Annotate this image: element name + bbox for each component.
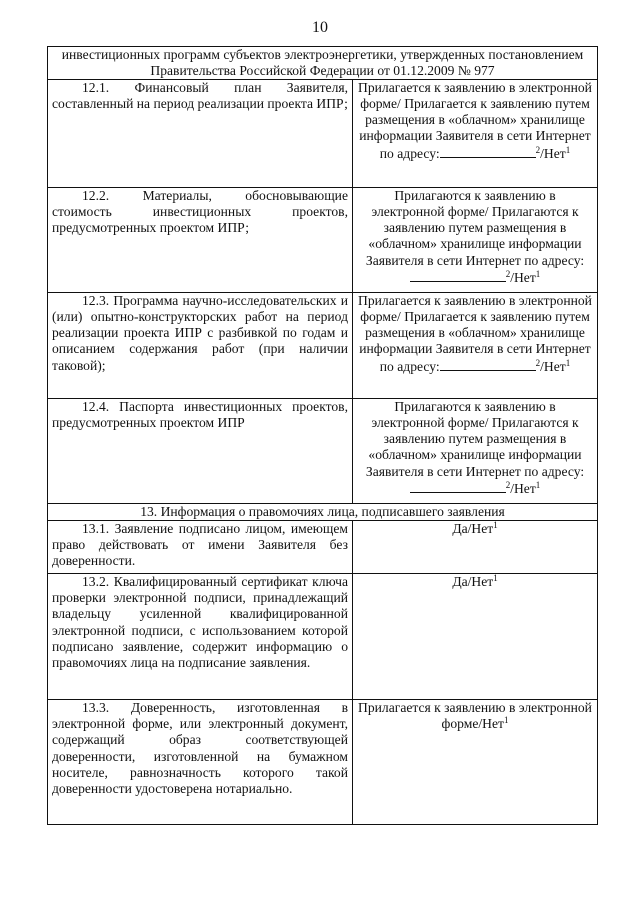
row-value-tail: /Нет	[510, 480, 536, 496]
table-row-12-1	[48, 80, 598, 188]
label-cell	[48, 293, 353, 399]
table-row-12-4	[48, 399, 598, 504]
row-value: Прилагается к заявлению в электронной форме/ Прилагается к заявлению путем размещения в «облачном» хранилище информации Заявителя в сети Интернет по адресу:	[358, 293, 592, 374]
table-row-13-2	[48, 574, 598, 700]
footnote-mark: 1	[535, 479, 541, 490]
label-cell	[48, 80, 353, 188]
row-value-tail: /Нет	[540, 358, 566, 374]
table-row	[48, 47, 598, 80]
address-blank-line	[440, 358, 536, 371]
application-table	[47, 46, 598, 825]
value-cell	[353, 188, 598, 293]
page-number: 10	[312, 19, 328, 36]
row-label: 12.4. Паспорта инвестиционных проектов, предусмотренных проектом ИПР	[52, 399, 348, 431]
section-13-heading: 13. Информация о правомочиях лица, подписавшего заявления	[48, 504, 598, 521]
value-cell	[353, 521, 598, 574]
table-row-13-1	[48, 521, 598, 574]
footnote-mark: 1	[565, 144, 571, 155]
footnote-mark: 2	[535, 144, 541, 155]
label-cell	[48, 574, 353, 700]
row-value-tail: /Нет	[510, 269, 536, 285]
row-label: 12.2. Материалы, обосновывающие стоимость инвестиционных проектов, предусмотренных проектом ИПР;	[52, 188, 348, 236]
row-label: 13.1. Заявление подписано лицом, имеющем право действовать от имени Заявителя без доверенности.	[52, 521, 348, 569]
value-cell	[353, 700, 598, 825]
address-blank-line	[410, 480, 506, 493]
row-value: Прилагается к заявлению в электронной форме/Нет	[358, 700, 592, 732]
value-cell	[353, 574, 598, 700]
value-cell	[353, 399, 598, 504]
label-cell	[48, 700, 353, 825]
table-row-section-13	[48, 504, 598, 521]
row-label: 12.3. Программа научно-исследовательских и (или) опытно-конструкторских работ на период реализации проекта ИПР с разбивкой по годам и описанием содержания работ (при наличии таковой);	[52, 293, 348, 373]
row-value: Прилагается к заявлению в электронной форме/ Прилагается к заявлению путем размещения в «облачном» хранилище информации Заявителя в сети Интернет по адресу:	[358, 80, 592, 161]
table-row-12-3	[48, 293, 598, 399]
footnote-mark: 2	[535, 357, 541, 368]
row-value: Прилагаются к заявлению в электронной форме/ Прилагаются к заявлению путем размещения в «облачном» хранилище информации Заявителя в сети Интернет по адресу:	[365, 399, 585, 479]
value-cell	[353, 80, 598, 188]
row-label: 13.3. Доверенность, изготовленная в электронной форме, или электронный документ, содержащий образ соответствующей доверенности, изготовленной на бумажном носителе, равнозначность которого такой доверенности удостоверена нотариально.	[52, 700, 348, 796]
footnote-mark: 1	[535, 268, 541, 279]
label-cell	[48, 188, 353, 293]
label-cell	[48, 521, 353, 574]
address-blank-line	[440, 145, 536, 158]
footnote-mark: 1	[493, 573, 498, 584]
row-label: 12.1. Финансовый план Заявителя, составленный на период реализации проекта ИПР;	[52, 80, 348, 112]
footnote-mark: 1	[565, 357, 571, 368]
row-value: Да/Нет	[452, 521, 494, 537]
row-value: Прилагаются к заявлению в электронной форме/ Прилагаются к заявлению путем размещения в «облачном» хранилище информации Заявителя в сети Интернет по адресу:	[365, 188, 585, 268]
address-blank-line	[410, 269, 506, 282]
value-cell	[353, 293, 598, 399]
header-continuation: инвестиционных программ субъектов электроэнергетики, утвержденных постановлением Правительства Российской Федерации от 01.12.2009 № 977	[48, 47, 598, 80]
row-value: Да/Нет	[452, 574, 494, 590]
footnote-mark: 1	[503, 715, 509, 726]
table-row-12-2	[48, 188, 598, 293]
table-row-13-3	[48, 700, 598, 825]
footnote-mark: 1	[493, 520, 498, 531]
row-value-tail: /Нет	[540, 145, 566, 161]
footnote-mark: 2	[505, 268, 511, 279]
label-cell	[48, 399, 353, 504]
row-label: 13.2. Квалифицированный сертификат ключа проверки электронной подписи, принадлежащий владельцу усиленной квалифицированной электронной подписи, с использованием которой подписано заявление, содержит информацию о правомочиях лица на подписание заявления.	[52, 574, 348, 670]
footnote-mark: 2	[505, 479, 511, 490]
